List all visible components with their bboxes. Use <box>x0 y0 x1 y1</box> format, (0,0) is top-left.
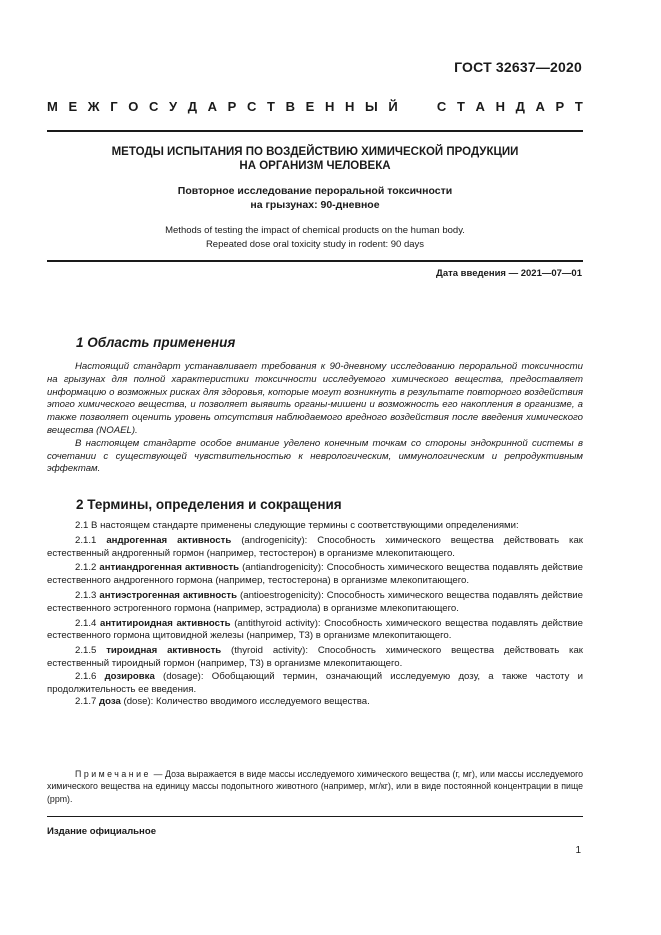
header-divider <box>47 130 583 132</box>
section-2-body <box>47 520 583 709</box>
title-line: МЕТОДЫ ИСПЫТАНИЯ ПО ВОЗДЕЙСТВИЮ ХИМИЧЕСКОЙ ПРОДУКЦИИ <box>111 146 519 158</box>
english-title <box>47 224 583 251</box>
banner-letter: Н <box>495 99 505 114</box>
banner-letter: Г <box>110 99 118 114</box>
banner-letter: Ж <box>87 99 100 114</box>
banner-letter: Т <box>574 99 583 114</box>
banner-letter: А <box>475 99 485 114</box>
banner-letter: М <box>47 99 58 114</box>
term: андрогенная активность <box>106 534 232 546</box>
banner-letter: Е <box>305 99 315 114</box>
banner-letter: Е <box>68 99 78 114</box>
banner-letter: Н <box>324 99 335 114</box>
banner-letter: Н <box>344 99 355 114</box>
term-definition: 2.1.7 доза (dose): Количество вводимого исследуемого вещества. <box>75 696 370 708</box>
term: тироидная активность <box>106 645 222 657</box>
term: антитироидная активность <box>100 617 231 629</box>
term-definition: 2.1.6 дозировка (dosage): Обобщающий термин, означающий исследуемую дозу, а также частоту и продолжительность ее введения. <box>47 670 584 695</box>
paragraph: В настоящем стандарте особое внимание уделено конечным точкам со стороны эндокринной системы в сочетании с существующей чувствительностью к неврологическим, иммунологическим и репродуктивным эффектам. <box>47 437 583 475</box>
banner-letter: Р <box>555 99 565 114</box>
term: антиандрогенная активность <box>99 562 240 574</box>
title-line: НА ОРГАНИЗМ ЧЕЛОВЕКА <box>239 160 391 172</box>
term: доза <box>99 696 121 708</box>
term-definition: 2.1.2 антиандрогенная активность (antiandrogenicity): Способность химического вещества подавлять действие естественного андрогенного гормона (например, тестостерона) в организме млекопитающего. <box>47 562 584 587</box>
note-label: Примечание <box>75 769 151 779</box>
document-subtitle <box>47 185 583 212</box>
term: антиэстрогенная активность <box>99 589 238 601</box>
banner-letter: С <box>436 99 447 114</box>
banner-letter: Ы <box>365 99 378 114</box>
banner-letter: Д <box>187 99 197 114</box>
section-1-heading: 1 Область применения <box>76 335 236 350</box>
note-text: — Доза выражается в виде массы исследуемого химического вещества (г, мг), или массы исследуемого химического вещества на единицу массы подопытного животного (например, мг/кг), или в виде постоянной концентрации в пище (ppm). <box>47 769 583 804</box>
footer-divider <box>47 816 583 817</box>
banner-gap <box>408 99 412 114</box>
note <box>47 768 583 805</box>
banner-letter: В <box>285 99 295 114</box>
gost-number: ГОСТ 32637—2020 <box>454 59 582 75</box>
banner-letter: С <box>148 99 159 114</box>
section-2-heading: 2 Термины, определения и сокращения <box>76 497 342 512</box>
banner-letter: О <box>128 99 139 114</box>
document-title <box>47 145 583 173</box>
banner-letter: А <box>535 99 545 114</box>
page-number: 1 <box>575 845 581 856</box>
banner-letter: Т <box>267 99 275 114</box>
english-title-line: Repeated dose oral toxicity study in rodent: 90 days <box>205 238 425 250</box>
introduction-date: Дата введения — 2021—07—01 <box>436 268 582 279</box>
english-title-line: Methods of testing the impact of chemical products on the human body. <box>165 225 465 236</box>
official-edition-label: Издание официальное <box>47 826 157 837</box>
banner-letter: Д <box>515 99 525 114</box>
term-definition: 2.1.1 андрогенная активность (androgenicity): Способность химического вещества действовать как естественный андрогенный гормон (например, тестостерон) в организме млекопитающего. <box>47 534 583 559</box>
subtitle-line: на грызунах: 90-дневное <box>250 198 380 211</box>
paragraph: Настоящий стандарт устанавливает требования к 90-дневному исследованию пероральной токсичности на грызунах для полной характеристики токсичности исследуемого химического вещества, предоставляет информацию о возможных рисках для здоровья, которые могут возникнуть в результате повторного воздействия этого химического вещества, и позволяет выявить органы-мишени и возможность его накопления в организме, а также позволяет оценить уровень отсутствия наблюдаемого вредного воздействия после введения химического вещества (NOAEL). <box>47 361 583 436</box>
section-1-body <box>47 361 583 476</box>
interstate-standard-banner <box>47 99 583 114</box>
term-definition: 2.1.3 антиэстрогенная активность (antioestrogenicity): Способность химического вещества подавлять действие естественного эстрогенного гормона (например, эстрадиола) в организме млекопитающего. <box>47 589 583 614</box>
term: дозировка <box>104 670 155 682</box>
term-definition: 2.1.4 антитироидная активность (antithyroid activity): Способность химического вещества подавлять действие естественного гормона щитовидной железы (например, Т3) в организме млекопитающего. <box>47 617 584 642</box>
banner-letter: У <box>169 99 178 114</box>
subtitle-line: Повторное исследование пероральной токсичности <box>177 185 453 197</box>
paragraph: 2.1 В настоящем стандарте применены следующие термины с соответствующими определениями: <box>75 520 519 531</box>
banner-gap <box>423 99 427 114</box>
title-divider <box>47 260 583 262</box>
banner-letter: С <box>246 99 257 114</box>
term-definition: 2.1.5 тироидная активность (thyroid activity): Способность химического вещества действовать как естественный тироидный гормон (например, Т3) в организме млекопитающего. <box>47 645 583 669</box>
banner-letter: Й <box>388 99 398 114</box>
banner-letter: Р <box>227 99 237 114</box>
banner-letter: Т <box>456 99 465 114</box>
banner-letter: А <box>207 99 218 114</box>
